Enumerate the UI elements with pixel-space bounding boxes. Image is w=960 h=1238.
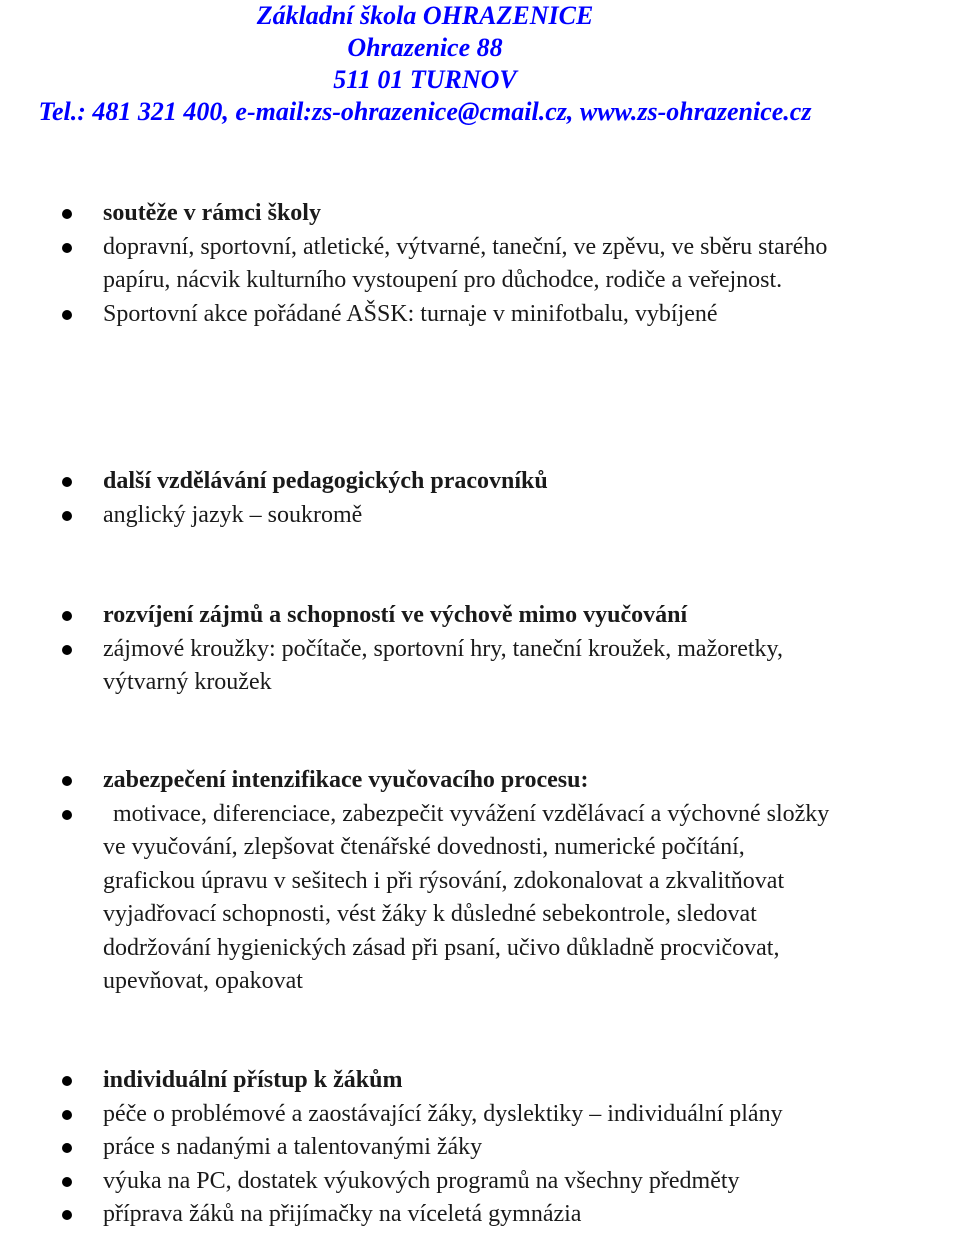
bullet-icon (62, 810, 72, 820)
school-name: Základní škola OHRAZENICE (256, 1, 594, 30)
section-teaching-process (0, 764, 960, 999)
bullet-icon (62, 1177, 72, 1187)
bullet-icon (62, 1210, 72, 1220)
list-item-text: péče o problémové a zaostávající žáky, dyslektiky – individuální plány (103, 1100, 783, 1127)
bullet-icon (62, 645, 72, 655)
section-heading: soutěže v rámci školy (103, 200, 321, 226)
list-item (0, 1131, 960, 1165)
list-item-continuation: ve vyučování, zlepšovat čtenářské dovednosti, numerické počítání, (103, 834, 745, 860)
bullet-icon (62, 209, 72, 219)
school-city: 511 01 TURNOV (333, 65, 517, 94)
bullet-icon (62, 243, 72, 253)
list-item-text: výuka na PC, dostatek výukových programů na všechny předměty (103, 1167, 740, 1194)
list-item (0, 231, 960, 265)
list-item-continuation: vyjadřovací schopnosti, vést žáky k důsledné sebekontrole, sledovat (103, 901, 757, 927)
bullet-icon (62, 1110, 72, 1120)
list-item-continuation: upevňovat, opakovat (103, 968, 303, 994)
list-item (0, 1198, 960, 1232)
section-heading: zabezpečení intenzifikace vyučovacího procesu: (103, 767, 589, 793)
list-item (0, 465, 960, 499)
list-item (0, 1064, 960, 1098)
bullet-icon (62, 1076, 72, 1086)
list-item-text: zájmové kroužky: počítače, sportovní hry, taneční kroužek, mažoretky, (103, 635, 783, 662)
list-item-continuation: papíru, nácvik kulturního vystoupení pro důchodce, rodiče a veřejnost. (103, 267, 783, 293)
section-individual (0, 1064, 960, 1232)
section-interests (0, 599, 960, 700)
list-item (0, 499, 960, 533)
section-heading: individuální přístup k žákům (103, 1067, 403, 1093)
school-street: Ohrazenice 88 (347, 33, 503, 62)
list-item-text: práce s nadanými a talentovanými žáky (103, 1134, 483, 1160)
list-item-continuation: grafickou úpravu v sešitech i při rýsování, zdokonalovat a zkvalitňovat (103, 867, 785, 894)
bullet-icon (62, 477, 72, 487)
list-item (0, 298, 960, 332)
list-item (0, 599, 960, 633)
list-item-text: Sportovní akce pořádané AŠSK: turnaje v minifotbalu, vybíjené (103, 300, 718, 327)
list-item-text: anglický jazyk – soukromě (103, 501, 363, 528)
bullet-icon (62, 776, 72, 786)
list-item (0, 197, 960, 231)
section-teacher-training (0, 465, 960, 532)
section-competitions (0, 197, 960, 331)
letterhead (0, 0, 850, 128)
list-item-continuation: dodržování hygienických zásad při psaní, učivo důkladně procvičovat, (103, 934, 780, 961)
school-contact: Tel.: 481 321 400, e-mail:zs-ohrazenice@cmail.cz, www.zs-ohrazenice.cz (38, 97, 812, 126)
bullet-icon (62, 511, 72, 521)
bullet-icon (62, 1143, 72, 1153)
section-heading: další vzdělávání pedagogických pracovníků (103, 468, 548, 494)
bullet-icon (62, 310, 72, 320)
list-item (0, 764, 960, 798)
list-item-text: příprava žáků na přijímačky na víceletá gymnázia (103, 1201, 582, 1227)
list-item (0, 1165, 960, 1199)
list-item-text: motivace, diferenciace, zabezpečit vyvážení vzdělávací a výchovné složky (113, 800, 830, 827)
list-item (0, 633, 960, 667)
list-item-continuation: výtvarný kroužek (103, 669, 272, 695)
list-item-text: dopravní, sportovní, atletické, výtvarné, taneční, ve zpěvu, ve sběru starého (103, 233, 828, 260)
list-item (0, 1098, 960, 1132)
bullet-icon (62, 611, 72, 621)
section-heading: rozvíjení zájmů a schopností ve výchově mimo vyučování (103, 602, 688, 628)
list-item (0, 798, 960, 832)
